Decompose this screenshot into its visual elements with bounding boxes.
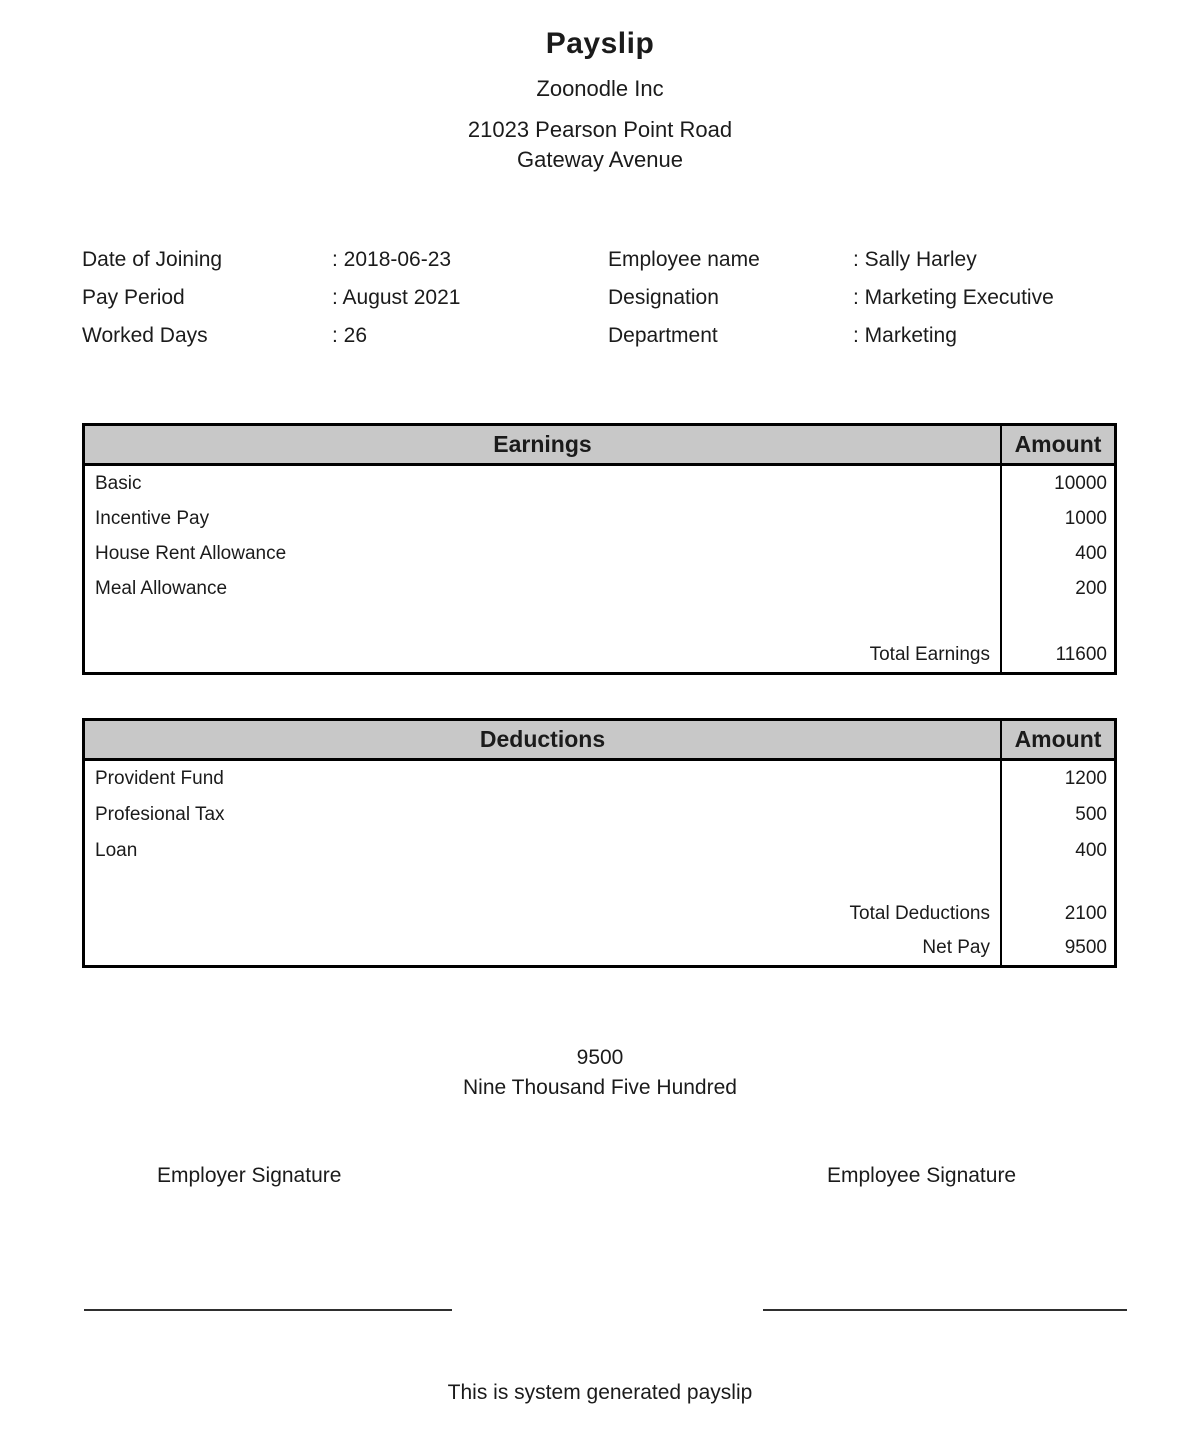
spacer-cell xyxy=(1000,869,1114,897)
info-right-values xyxy=(853,241,1183,355)
deductions-row-amount: 500 xyxy=(1000,797,1114,833)
net-pay-amount: 9500 xyxy=(1000,931,1114,965)
employer-signature-line xyxy=(84,1309,452,1311)
table-row xyxy=(85,797,1114,833)
net-pay-row xyxy=(85,931,1114,965)
info-left-values xyxy=(332,241,602,355)
earnings-row-amount: 200 xyxy=(1000,571,1114,606)
earnings-table-header xyxy=(85,426,1114,466)
spacer-cell xyxy=(85,606,1000,637)
deductions-table-header xyxy=(85,721,1114,761)
table-row xyxy=(85,833,1114,869)
earnings-row-amount: 10000 xyxy=(1000,466,1114,501)
address-line-1: 21023 Pearson Point Road xyxy=(467,117,733,142)
label-department: Department xyxy=(608,324,718,347)
earnings-header-title: Earnings xyxy=(493,431,592,457)
deductions-row-amount: 400 xyxy=(1000,833,1114,869)
earnings-table xyxy=(82,423,1117,675)
info-left-labels xyxy=(82,241,332,355)
net-pay-label: Net Pay xyxy=(922,937,990,958)
net-pay-in-words: Nine Thousand Five Hundred xyxy=(463,1076,737,1099)
address-line-2: Gateway Avenue xyxy=(517,147,683,172)
earnings-total-amount: 11600 xyxy=(1000,637,1114,672)
table-row xyxy=(85,501,1114,536)
spacer-cell xyxy=(85,869,1000,897)
table-row xyxy=(85,571,1114,606)
table-row xyxy=(85,536,1114,571)
company-address xyxy=(0,115,1200,175)
employee-signature-line xyxy=(763,1309,1127,1311)
deductions-total-row xyxy=(85,897,1114,931)
earnings-row-name: Incentive Pay xyxy=(95,508,210,529)
earnings-total-row xyxy=(85,637,1114,672)
value-employee-name: : Sally Harley xyxy=(853,248,977,271)
deductions-header-title: Deductions xyxy=(479,726,606,752)
label-worked-days: Worked Days xyxy=(82,324,208,347)
value-department: : Marketing xyxy=(853,324,957,347)
deductions-row-name: Provident Fund xyxy=(95,768,224,789)
deductions-row-name: Loan xyxy=(95,840,138,861)
value-designation: : Marketing Executive xyxy=(853,286,1054,309)
earnings-spacer-row xyxy=(85,606,1114,637)
earnings-row-name: Meal Allowance xyxy=(95,578,228,599)
page-title: Payslip xyxy=(545,27,655,60)
employer-signature-label: Employer Signature xyxy=(157,1164,342,1187)
table-row xyxy=(85,761,1114,797)
earnings-row-amount: 400 xyxy=(1000,536,1114,571)
table-row xyxy=(85,466,1114,501)
earnings-total-label: Total Earnings xyxy=(869,644,990,665)
deductions-header-amount: Amount xyxy=(1000,721,1114,758)
label-date-of-joining: Date of Joining xyxy=(82,248,223,271)
label-designation: Designation xyxy=(608,286,719,309)
net-pay-summary xyxy=(0,1043,1200,1103)
employee-signature-label: Employee Signature xyxy=(827,1164,1017,1187)
value-date-of-joining: : 2018-06-23 xyxy=(332,248,452,271)
earnings-row-name: House Rent Allowance xyxy=(95,543,287,564)
deductions-total-amount: 2100 xyxy=(1000,897,1114,931)
deductions-spacer-row xyxy=(85,869,1114,897)
deductions-table xyxy=(82,718,1117,968)
deductions-total-label: Total Deductions xyxy=(849,903,990,924)
deductions-row-name: Profesional Tax xyxy=(95,804,225,825)
earnings-row-amount: 1000 xyxy=(1000,501,1114,536)
value-worked-days: : 26 xyxy=(332,324,368,347)
earnings-header-amount: Amount xyxy=(1000,426,1114,463)
spacer-cell xyxy=(1000,606,1114,637)
deductions-row-amount: 1200 xyxy=(1000,761,1114,797)
info-right-labels xyxy=(608,241,848,355)
label-pay-period: Pay Period xyxy=(82,286,185,309)
company-name: Zoonodle Inc xyxy=(536,76,664,101)
value-pay-period: : August 2021 xyxy=(332,286,461,309)
label-employee-name: Employee name xyxy=(608,248,760,271)
system-generated-note: This is system generated payslip xyxy=(447,1381,753,1404)
earnings-row-name: Basic xyxy=(95,473,142,494)
net-pay-number: 9500 xyxy=(576,1046,624,1069)
